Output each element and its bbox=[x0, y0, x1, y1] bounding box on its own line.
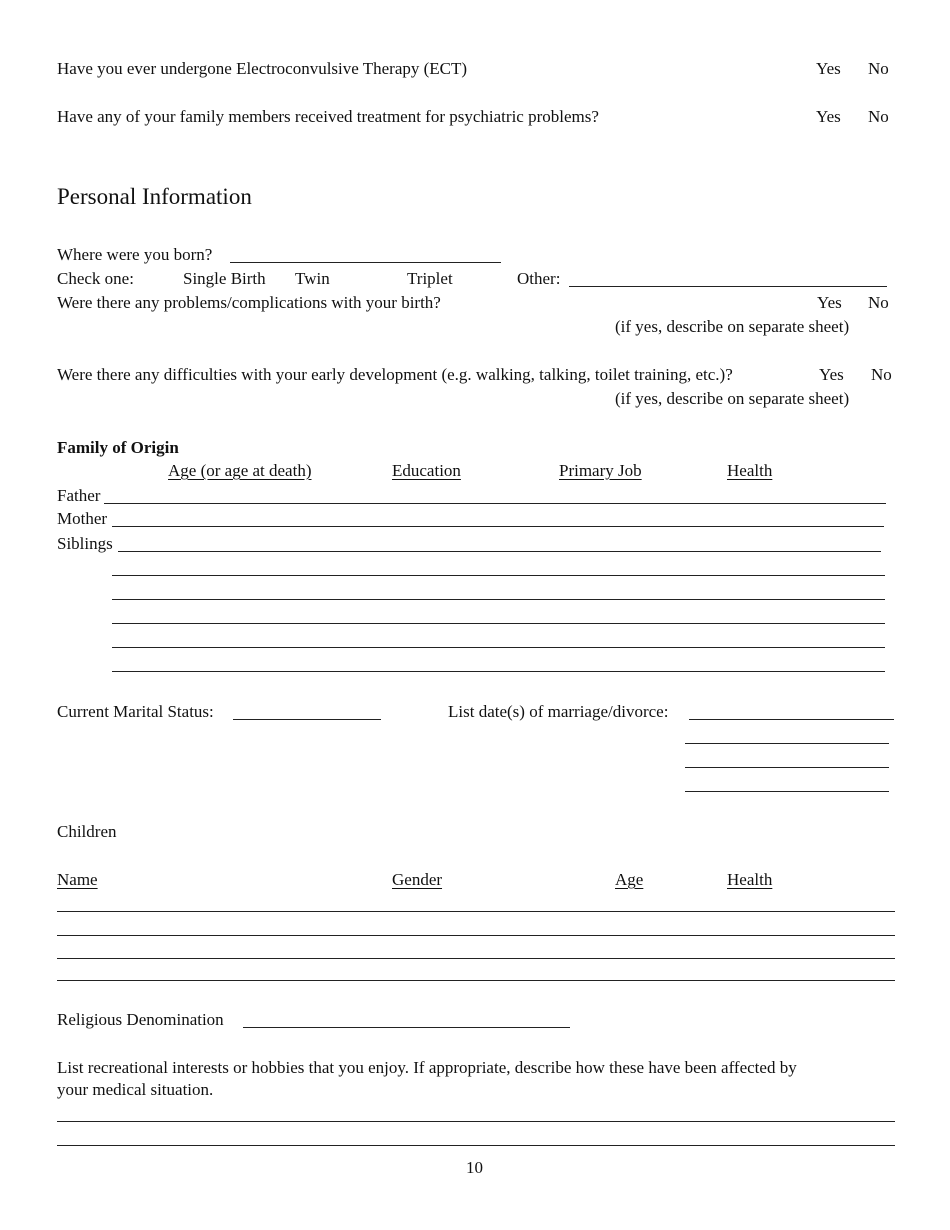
children-col-age: Age bbox=[615, 870, 644, 889]
birth-problems-no-option[interactable]: No bbox=[868, 293, 889, 312]
marriage-dates-extra-line[interactable] bbox=[685, 743, 889, 744]
birth-problems-note: (if yes, describe on separate sheet) bbox=[615, 317, 850, 336]
marital-status-label: Current Marital Status: bbox=[57, 702, 214, 721]
family-col-age: Age (or age at death) bbox=[168, 461, 312, 480]
single-birth-option[interactable]: Single Birth bbox=[183, 269, 266, 288]
religion-input-line[interactable] bbox=[243, 1027, 570, 1028]
ect-question: Have you ever undergone Electroconvulsive Therapy (ECT) bbox=[57, 59, 468, 78]
marriage-dates-extra-line[interactable] bbox=[685, 791, 889, 792]
family-col-health: Health bbox=[727, 461, 773, 480]
ect-yes-option[interactable]: Yes bbox=[816, 59, 841, 78]
children-input-line[interactable] bbox=[57, 911, 895, 912]
marriage-dates-extra-line[interactable] bbox=[685, 767, 889, 768]
children-input-line[interactable] bbox=[57, 980, 895, 981]
born-label: Where were you born? bbox=[57, 245, 213, 264]
birth-problems-question: Were there any problems/complications with your birth? bbox=[57, 293, 441, 312]
mother-label: Mother bbox=[57, 509, 108, 528]
hobbies-input-line[interactable] bbox=[57, 1121, 895, 1122]
sibling-extra-line[interactable] bbox=[112, 647, 885, 648]
family-psych-no-option[interactable]: No bbox=[868, 107, 889, 126]
children-input-line[interactable] bbox=[57, 958, 895, 959]
twin-option[interactable]: Twin bbox=[295, 269, 330, 288]
family-origin-title: Family of Origin bbox=[57, 438, 179, 457]
father-input-line[interactable] bbox=[104, 503, 886, 504]
hobbies-input-line[interactable] bbox=[57, 1145, 895, 1146]
development-no-option[interactable]: No bbox=[871, 365, 892, 384]
sibling-extra-line[interactable] bbox=[112, 575, 885, 576]
development-question: Were there any difficulties with your early development (e.g. walking, talking, toilet training, etc.)? bbox=[57, 365, 733, 384]
hobbies-prompt: List recreational interests or hobbies that you enjoy. If appropriate, describe how these have been affected by bbox=[57, 1058, 797, 1077]
hobbies-prompt-cont: your medical situation. bbox=[57, 1080, 214, 1099]
development-yes-option[interactable]: Yes bbox=[819, 365, 844, 384]
other-label: Other: bbox=[517, 269, 561, 288]
children-col-name: Name bbox=[57, 870, 98, 889]
father-label: Father bbox=[57, 486, 101, 505]
birth-problems-yes-option[interactable]: Yes bbox=[817, 293, 842, 312]
children-col-gender: Gender bbox=[392, 870, 443, 889]
family-col-education: Education bbox=[392, 461, 461, 480]
sibling-extra-line[interactable] bbox=[112, 623, 885, 624]
family-psych-yes-option[interactable]: Yes bbox=[816, 107, 841, 126]
marital-status-input-line[interactable] bbox=[233, 719, 381, 720]
ect-no-option[interactable]: No bbox=[868, 59, 889, 78]
development-note: (if yes, describe on separate sheet) bbox=[615, 389, 850, 408]
family-psych-question: Have any of your family members received treatment for psychiatric problems? bbox=[57, 107, 599, 126]
marriage-dates-input-line[interactable] bbox=[689, 719, 894, 720]
mother-input-line[interactable] bbox=[112, 526, 884, 527]
children-input-line[interactable] bbox=[57, 935, 895, 936]
family-col-primary-job: Primary Job bbox=[559, 461, 642, 480]
children-title: Children bbox=[57, 822, 117, 841]
triplet-option[interactable]: Triplet bbox=[407, 269, 453, 288]
born-input-line[interactable] bbox=[230, 262, 501, 263]
siblings-input-line[interactable] bbox=[118, 551, 881, 552]
children-col-health: Health bbox=[727, 870, 773, 889]
sibling-extra-line[interactable] bbox=[112, 671, 885, 672]
other-input-line[interactable] bbox=[569, 286, 887, 287]
personal-info-heading: Personal Information bbox=[57, 184, 252, 209]
page-number: 10 bbox=[466, 1158, 483, 1177]
religion-label: Religious Denomination bbox=[57, 1010, 224, 1029]
check-one-label: Check one: bbox=[57, 269, 134, 288]
siblings-label: Siblings bbox=[57, 534, 113, 553]
sibling-extra-line[interactable] bbox=[112, 599, 885, 600]
marriage-dates-label: List date(s) of marriage/divorce: bbox=[448, 702, 669, 721]
